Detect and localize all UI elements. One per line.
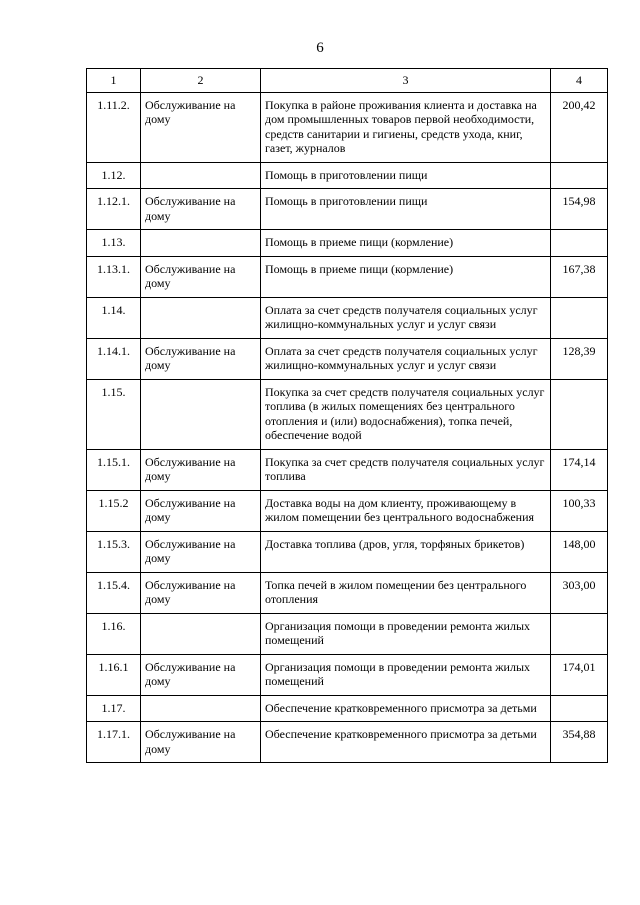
row-number-cell: 1.14. — [87, 297, 141, 338]
table-row — [87, 654, 608, 695]
service-type-cell — [141, 379, 261, 449]
table-row — [87, 722, 608, 763]
price-cell — [551, 695, 608, 722]
service-description-cell: Покупка в районе проживания клиента и доставка на дом промышленных товаров первой необходимости, средств санитарии и гигиены, средств ухода, книг, газет, журналов — [261, 92, 551, 162]
row-number-cell: 1.15. — [87, 379, 141, 449]
service-type-cell: Обслуживание на дому — [141, 449, 261, 490]
row-number-cell: 1.16. — [87, 613, 141, 654]
column-header-4: 4 — [551, 69, 608, 93]
row-number-cell: 1.12.1. — [87, 189, 141, 230]
price-cell: 174,14 — [551, 449, 608, 490]
table-row — [87, 338, 608, 379]
service-description-cell: Оплата за счет средств получателя социальных услуг жилищно-коммунальных услуг и услуг связи — [261, 338, 551, 379]
row-number-cell: 1.15.3. — [87, 531, 141, 572]
price-cell — [551, 379, 608, 449]
price-cell: 167,38 — [551, 256, 608, 297]
table-row — [87, 162, 608, 189]
service-type-cell: Обслуживание на дому — [141, 490, 261, 531]
column-header-2: 2 — [141, 69, 261, 93]
table-row — [87, 531, 608, 572]
table-row — [87, 379, 608, 449]
table-body — [87, 92, 608, 763]
service-type-cell: Обслуживание на дому — [141, 92, 261, 162]
price-cell — [551, 230, 608, 257]
price-cell: 154,98 — [551, 189, 608, 230]
service-description-cell: Оплата за счет средств получателя социальных услуг жилищно-коммунальных услуг и услуг связи — [261, 297, 551, 338]
service-type-cell — [141, 613, 261, 654]
table-row — [87, 449, 608, 490]
service-description-cell: Организация помощи в проведении ремонта жилых помещений — [261, 613, 551, 654]
service-type-cell: Обслуживание на дому — [141, 256, 261, 297]
row-number-cell: 1.14.1. — [87, 338, 141, 379]
price-cell: 148,00 — [551, 531, 608, 572]
service-type-cell — [141, 230, 261, 257]
service-type-cell — [141, 162, 261, 189]
services-table — [86, 68, 608, 763]
table-row — [87, 490, 608, 531]
service-type-cell: Обслуживание на дому — [141, 338, 261, 379]
service-type-cell: Обслуживание на дому — [141, 654, 261, 695]
price-cell: 100,33 — [551, 490, 608, 531]
table-row — [87, 297, 608, 338]
service-type-cell: Обслуживание на дому — [141, 531, 261, 572]
price-cell — [551, 297, 608, 338]
table-header-row — [87, 69, 608, 93]
price-cell: 128,39 — [551, 338, 608, 379]
table-row — [87, 230, 608, 257]
service-description-cell: Помощь в приготовлении пищи — [261, 162, 551, 189]
price-cell: 200,42 — [551, 92, 608, 162]
service-description-cell: Организация помощи в проведении ремонта жилых помещений — [261, 654, 551, 695]
service-type-cell — [141, 695, 261, 722]
column-header-3: 3 — [261, 69, 551, 93]
service-description-cell: Обеспечение кратковременного присмотра за детьми — [261, 722, 551, 763]
column-header-1: 1 — [87, 69, 141, 93]
row-number-cell: 1.13. — [87, 230, 141, 257]
service-description-cell: Помощь в приготовлении пищи — [261, 189, 551, 230]
service-description-cell: Покупка за счет средств получателя социальных услуг топлива — [261, 449, 551, 490]
row-number-cell: 1.11.2. — [87, 92, 141, 162]
row-number-cell: 1.17. — [87, 695, 141, 722]
table-row — [87, 572, 608, 613]
service-type-cell: Обслуживание на дому — [141, 572, 261, 613]
price-cell — [551, 162, 608, 189]
page-number: 6 — [316, 40, 324, 56]
service-description-cell: Обеспечение кратковременного присмотра за детьми — [261, 695, 551, 722]
price-cell: 354,88 — [551, 722, 608, 763]
row-number-cell: 1.16.1 — [87, 654, 141, 695]
price-cell: 174,01 — [551, 654, 608, 695]
row-number-cell: 1.13.1. — [87, 256, 141, 297]
row-number-cell: 1.12. — [87, 162, 141, 189]
price-cell — [551, 613, 608, 654]
table-row — [87, 92, 608, 162]
service-description-cell: Доставка воды на дом клиенту, проживающему в жилом помещении без центрального водоснабжения — [261, 490, 551, 531]
service-description-cell: Помощь в приеме пищи (кормление) — [261, 230, 551, 257]
service-description-cell: Доставка топлива (дров, угля, торфяных брикетов) — [261, 531, 551, 572]
price-cell: 303,00 — [551, 572, 608, 613]
service-type-cell — [141, 297, 261, 338]
table-row — [87, 613, 608, 654]
table-row — [87, 695, 608, 722]
service-description-cell: Покупка за счет средств получателя социальных услуг топлива (в жилых помещениях без центрального отопления и (или) водоснабжения), топка печей, обеспечение водой — [261, 379, 551, 449]
service-description-cell: Топка печей в жилом помещении без центрального отопления — [261, 572, 551, 613]
row-number-cell: 1.15.1. — [87, 449, 141, 490]
service-type-cell: Обслуживание на дому — [141, 189, 261, 230]
row-number-cell: 1.15.2 — [87, 490, 141, 531]
row-number-cell: 1.15.4. — [87, 572, 141, 613]
table-row — [87, 189, 608, 230]
service-type-cell: Обслуживание на дому — [141, 722, 261, 763]
service-description-cell: Помощь в приеме пищи (кормление) — [261, 256, 551, 297]
row-number-cell: 1.17.1. — [87, 722, 141, 763]
table-row — [87, 256, 608, 297]
